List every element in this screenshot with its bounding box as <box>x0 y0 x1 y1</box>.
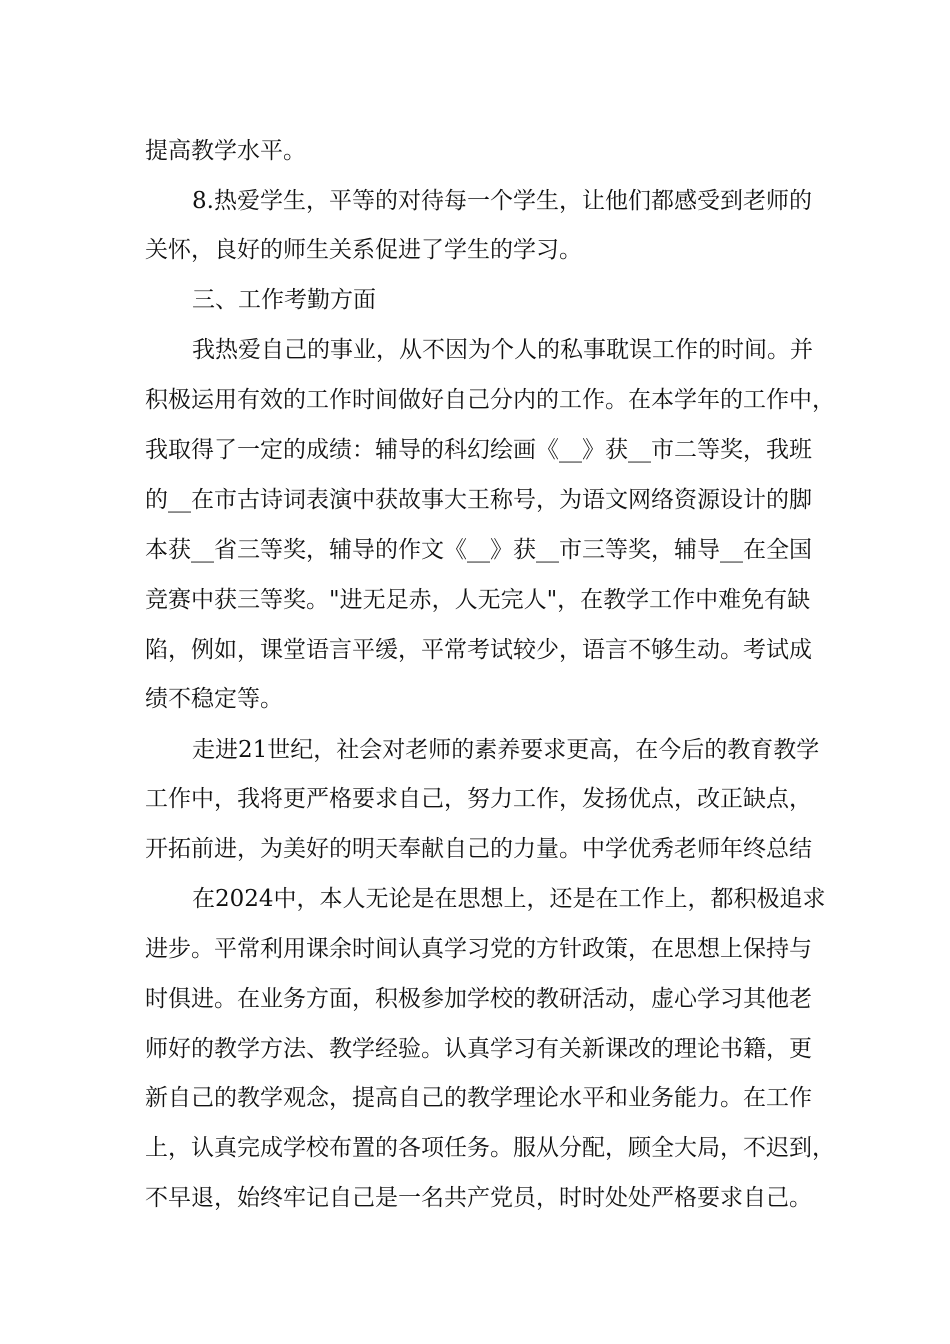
section-heading: 三、工作考勤方面 <box>192 287 376 313</box>
text-line: 我取得了一定的成绩：辅导的科幻绘画《__》获__市二等奖，我班 <box>145 437 812 463</box>
text-line: 的__在市古诗词表演中获故事大王称号，为语文网络资源设计的脚 <box>145 487 812 513</box>
text-line: 时俱进。在业务方面，积极参加学校的教研活动，虚心学习其他老 <box>145 986 812 1012</box>
text-line: 绩不稳定等。 <box>145 686 283 712</box>
text-line: 8.热爱学生，平等的对待每一个学生，让他们都感受到老师的 <box>192 188 812 214</box>
text-line: 工作中，我将更严格要求自己，努力工作，发扬优点，改正缺点， <box>145 786 812 812</box>
text-line: 走进21世纪，社会对老师的素养要求更高，在今后的教育教学 <box>192 737 820 763</box>
text-line: 师好的教学方法、教学经验。认真学习有关新课改的理论书籍，更 <box>145 1036 812 1062</box>
text-line: 陷，例如，课堂语言平缓，平常考试较少，语言不够生动。考试成 <box>145 637 812 663</box>
text-line: 竞赛中获三等奖。"进无足赤，人无完人"，在教学工作中难免有缺 <box>145 587 811 613</box>
text-line: 上，认真完成学校布置的各项任务。服从分配，顾全大局，不迟到， <box>145 1135 835 1161</box>
text-line: 关怀，良好的师生关系促进了学生的学习。 <box>145 237 582 263</box>
text-line: 新自己的教学观念，提高自己的教学理论水平和业务能力。在工作 <box>145 1085 812 1111</box>
text-line: 积极运用有效的工作时间做好自己分内的工作。在本学年的工作中， <box>145 387 835 413</box>
text-line: 在2024中，本人无论是在思想上，还是在工作上，都积极追求 <box>192 886 826 912</box>
text-line: 本获__省三等奖，辅导的作文《__》获__市三等奖，辅导__在全国 <box>145 537 812 563</box>
text-line: 进步。平常利用课余时间认真学习党的方针政策，在思想上保持与 <box>145 936 812 962</box>
text-line: 开拓前进，为美好的明天奉献自己的力量。中学优秀老师年终总结 <box>145 836 812 862</box>
text-line: 不早退，始终牢记自己是一名共产党员，时时处处严格要求自己。 <box>145 1185 812 1211</box>
text-line: 提高教学水平。 <box>145 138 306 164</box>
text-line: 我热爱自己的事业，从不因为个人的私事耽误工作的时间。并 <box>192 337 813 363</box>
